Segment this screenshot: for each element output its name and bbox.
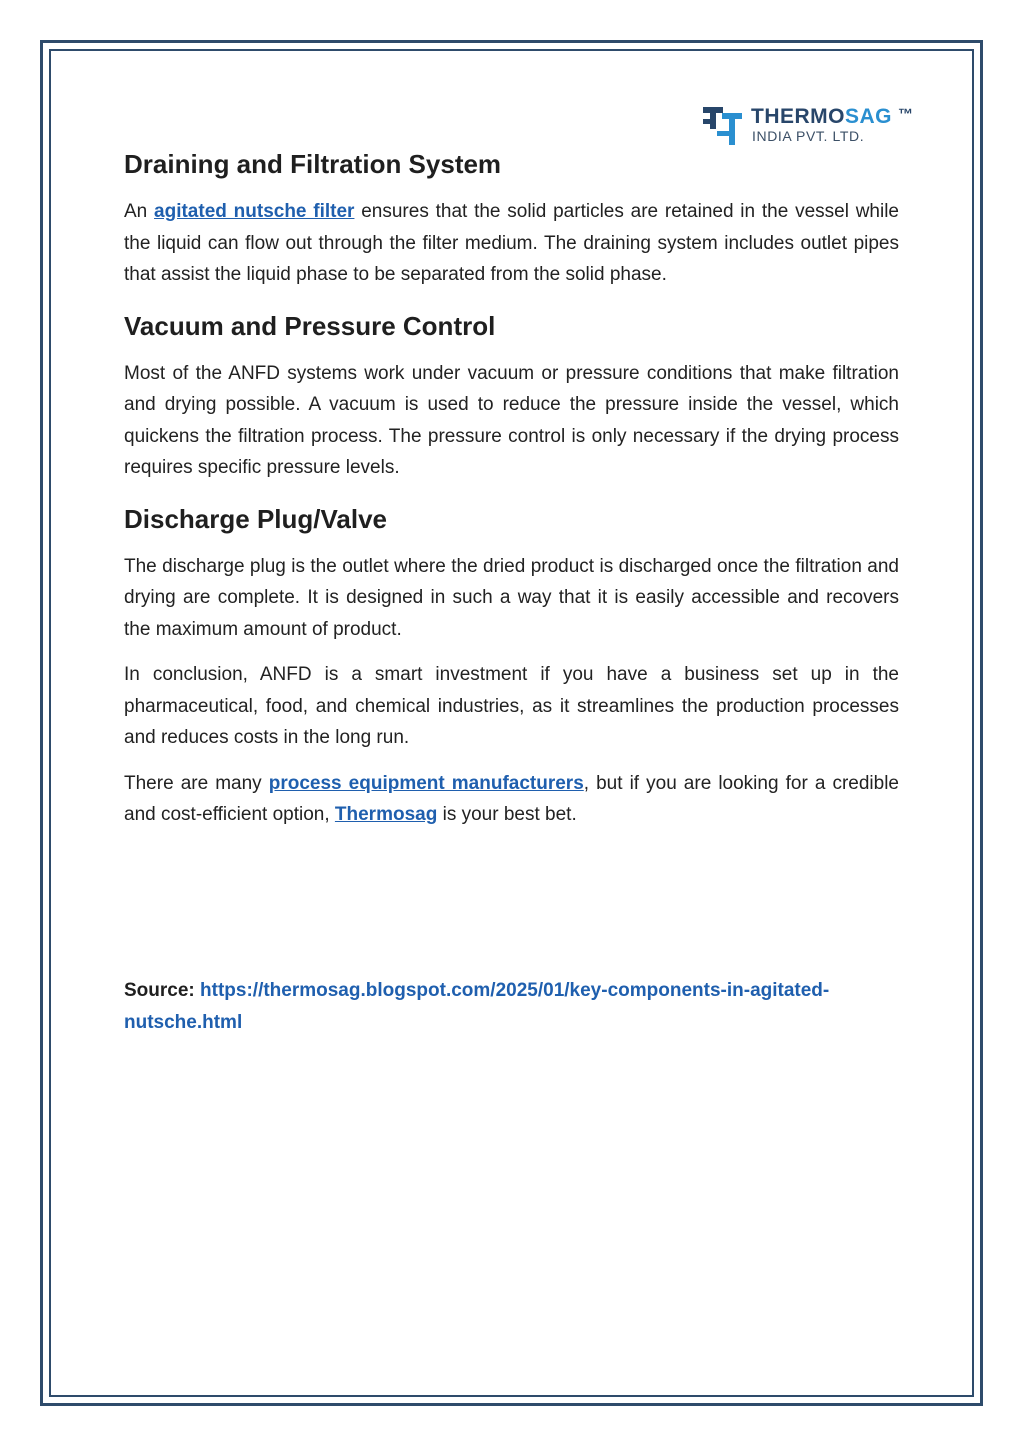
source-citation xyxy=(124,975,884,1039)
paragraph-vacuum: Most of the ANFD systems work under vacuum or pressure conditions that make filtration and drying possible. A vacuum is used to reduce the pressure inside the vessel, which quickens the filtration process. The pressure control is only necessary if the drying process requires specific pressure levels. xyxy=(124,362,899,478)
paragraph-closing xyxy=(124,768,899,831)
text-span: , but if you are looking for a credible and cost-efficient option, xyxy=(124,772,899,825)
text-span: is your best bet. xyxy=(437,804,577,825)
logo-brand-name xyxy=(751,103,914,129)
paragraph-conclusion: In conclusion, ANFD is a smart investment if you have a business set up in the pharmaceutical, food, and chemical industries, as it streamlines the production processes and reduces costs in the long run. xyxy=(124,664,899,748)
thermosag-link[interactable]: Thermosag xyxy=(334,804,438,825)
logo-subtitle: INDIA PVT. LTD. xyxy=(752,128,865,144)
text-span: ensures that the solid particles are retained in the vessel while the liquid can flow out through the filter medium. The draining system includes outlet pipes that assist the liquid phase to be separated from the solid phase. xyxy=(124,201,899,285)
logo-brand-main: THERMO xyxy=(751,105,845,128)
paragraph-draining xyxy=(124,196,899,291)
source-url-link[interactable]: https://thermosag.blogspot.com/2025/01/key-components-in-agitated-nutsche.html xyxy=(124,980,830,1033)
article-body xyxy=(124,146,899,845)
thermosag-logo xyxy=(703,103,913,149)
source-label: Source: xyxy=(124,980,201,1001)
heading-draining: Draining and Filtration System xyxy=(124,149,502,179)
logo-brand-accent: SAG xyxy=(845,105,893,128)
process-equipment-manufacturers-link[interactable]: process equipment manufacturers xyxy=(268,772,584,794)
paragraph-discharge: The discharge plug is the outlet where the dried product is discharged once the filtration and drying are complete. It is designed in such a way that it is easily accessible and recovers the maximum amount of product. xyxy=(124,555,899,640)
heading-discharge: Discharge Plug/Valve xyxy=(124,503,388,534)
text-span: An xyxy=(124,201,155,222)
text-span: There are many xyxy=(124,772,269,794)
thermosag-logo-icon xyxy=(703,105,743,147)
heading-vacuum: Vacuum and Pressure Control xyxy=(124,310,496,341)
logo-trademark: ™ xyxy=(898,106,914,123)
agitated-nutsche-filter-link[interactable]: agitated nutsche filter xyxy=(154,201,355,222)
